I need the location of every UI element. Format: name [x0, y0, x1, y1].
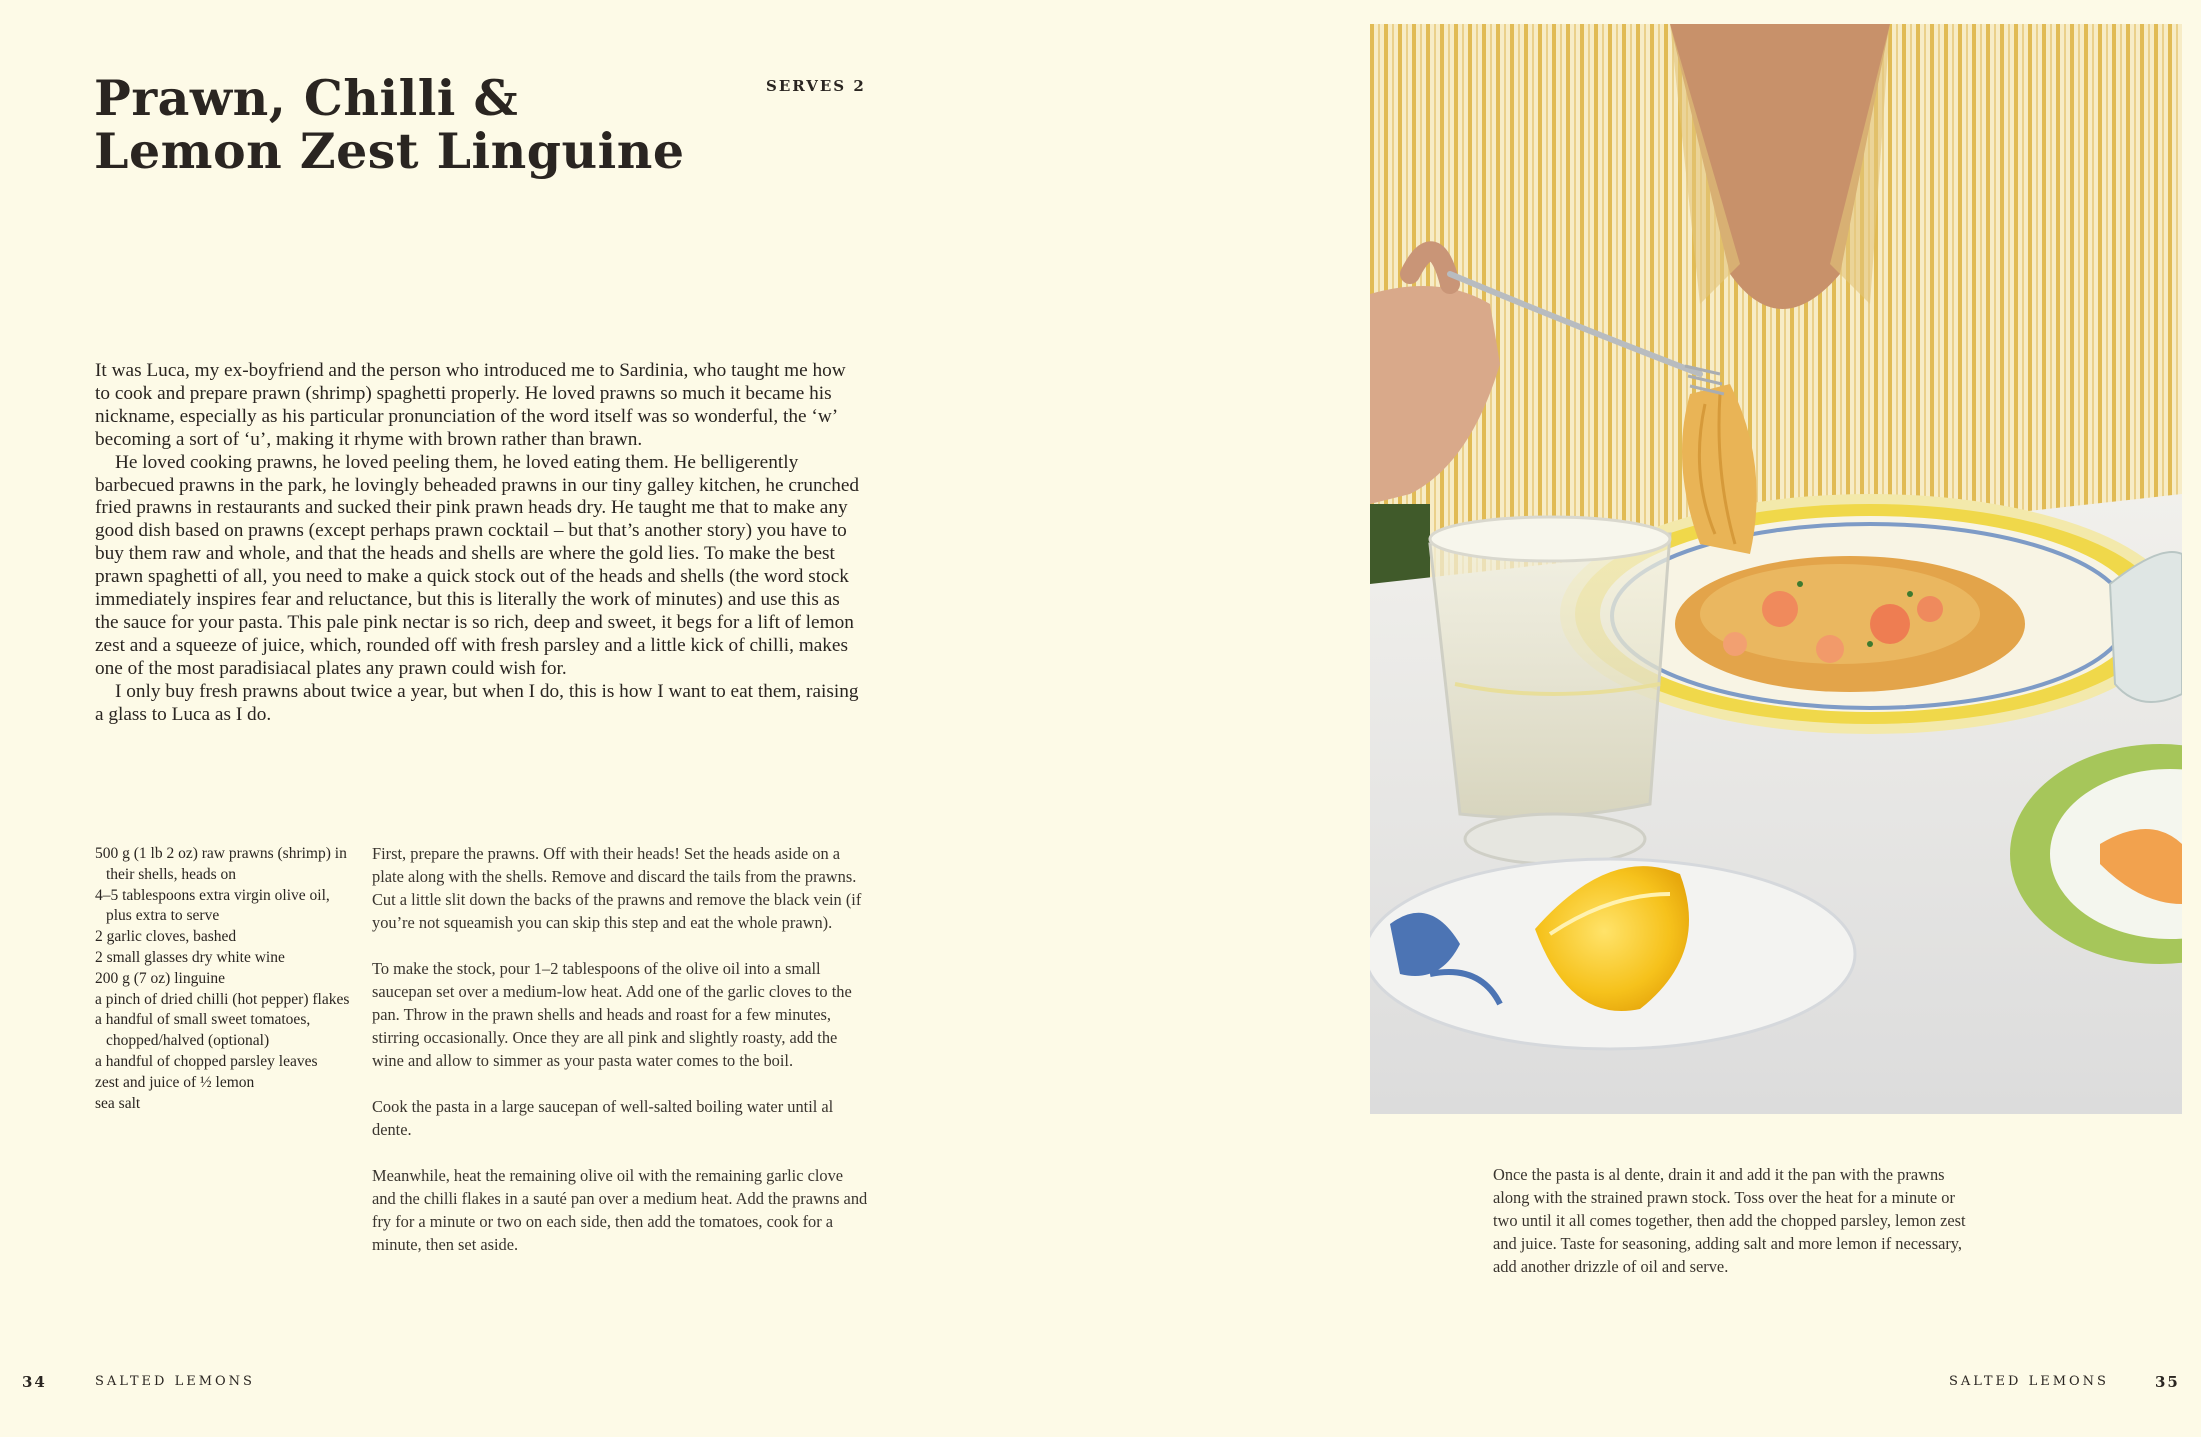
method-step: Cook the pasta in a large saucepan of well-salted boiling water until al dente. [372, 1097, 834, 1139]
recipe-title [94, 69, 814, 180]
ingredient-item: a pinch of dried chilli (hot pepper) flakes [95, 990, 350, 1008]
right-page-number: 35 [2155, 1373, 2180, 1391]
left-running-footer: SALTED LEMONS [95, 1374, 255, 1389]
method-step: First, prepare the prawns. Off with their heads! Set the heads aside on a plate along with the shells. Remove and discard the tails from the prawns. Cut a little slit down the backs of the prawns and remove the black vein (if you’re not squeamish you can skip this step and eat the whole prawn). [372, 844, 862, 932]
ingredient-list [95, 844, 350, 1114]
serves-label: SERVES 2 [766, 77, 866, 95]
ingredient-item: zest and juice of ½ lemon [95, 1073, 255, 1091]
ingredient-item: sea salt [95, 1094, 141, 1112]
method-step: Meanwhile, heat the remaining olive oil with the remaining garlic clove and the chilli flakes in a sauté pan over a medium heat. Add the prawns and fry for a minute or two on each side, then add the tomatoes, cook for a minute, then set aside. [372, 1166, 868, 1254]
method-steps [372, 842, 870, 1279]
ingredient-item: 500 g (1 lb 2 oz) raw prawns (shrimp) in their shells, heads on [95, 845, 347, 883]
intro-paragraph: He loved cooking prawns, he loved peeling them, he loved eating them. He belligerently barbecued prawns in the park, he lovingly beheaded prawns in our tiny galley kitchen, he crunched fried prawns in restaurants and sucked their pink prawn heads dry. He taught me that to make any good dish based on prawns (except perhaps prawn cocktail – but that’s another story) you have to buy them raw and whole, and that the heads and shells are where the gold lies. To make the best prawn spaghetti of all, you need to make a quick stock out of the heads and shells (the word stock immediately inspires fear and reluctance, but this is literally the work of minutes) and use this as the sauce for your pasta. This pale pink nectar is so rich, deep and sweet, it begs for a lift of lemon zest and a squeeze of juice, which, rounded off with fresh parsley and a little kick of chilli, makes one of the most paradisiacal plates any prawn could wish for. [95, 451, 860, 679]
left-page-number: 34 [22, 1373, 47, 1391]
ingredient-item: 2 small glasses dry white wine [95, 948, 285, 966]
recipe-title-line-1: Prawn, Chilli & [94, 69, 519, 127]
method-step: To make the stock, pour 1–2 tablespoons of the olive oil into a small saucepan set over a medium-low heat. Add one of the garlic cloves to the pan. Throw in the prawn shells and heads and roast for a few minutes, stirring occasionally. Once they are all pink and slightly roasty, add the wine and allow to simmer as your pasta water comes to the boil. [372, 959, 852, 1070]
intro-paragraph: I only buy fresh prawns about twice a year, but when I do, this is how I want to eat them, raising a glass to Luca as I do. [95, 680, 859, 725]
ingredient-item: 4–5 tablespoons extra virgin olive oil, plus extra to serve [95, 886, 330, 925]
ingredient-item: 200 g (7 oz) linguine [95, 969, 226, 987]
recipe-title-line-2: Lemon Zest Linguine [94, 122, 685, 180]
right-running-footer: SALTED LEMONS [1949, 1374, 2109, 1389]
ingredient-item: 2 garlic cloves, bashed [95, 928, 237, 946]
water-glass [1430, 534, 1670, 817]
ingredient-item: a handful of small sweet tomatoes, chopped/halved (optional) [95, 1011, 311, 1050]
pasta-lunch-photo [1370, 24, 2182, 1114]
recipe-intro [95, 360, 865, 727]
method-step-final: Once the pasta is al dente, drain it and add it the pan with the prawns along with the strained prawn stock. Toss over the heat for a minute or two until it all comes together, then add the chopped parsley, lemon zest and juice. Taste for seasoning, adding salt and more lemon if necessary, add another drizzle of oil and serve. [1493, 1165, 1966, 1276]
napkin [2110, 552, 2182, 702]
ingredient-item: a handful of chopped parsley leaves [95, 1052, 318, 1070]
intro-paragraph: It was Luca, my ex-boyfriend and the person who introduced me to Sardinia, who taught me how to cook and prepare prawn (shrimp) spaghetti properly. He loved prawns so much it became his nickname, especially as his particular pronunciation of the word itself was so wonderful, the ‘w’ becoming a sort of ‘u’, making it rhyme with brown rather than brawn. [95, 360, 846, 450]
